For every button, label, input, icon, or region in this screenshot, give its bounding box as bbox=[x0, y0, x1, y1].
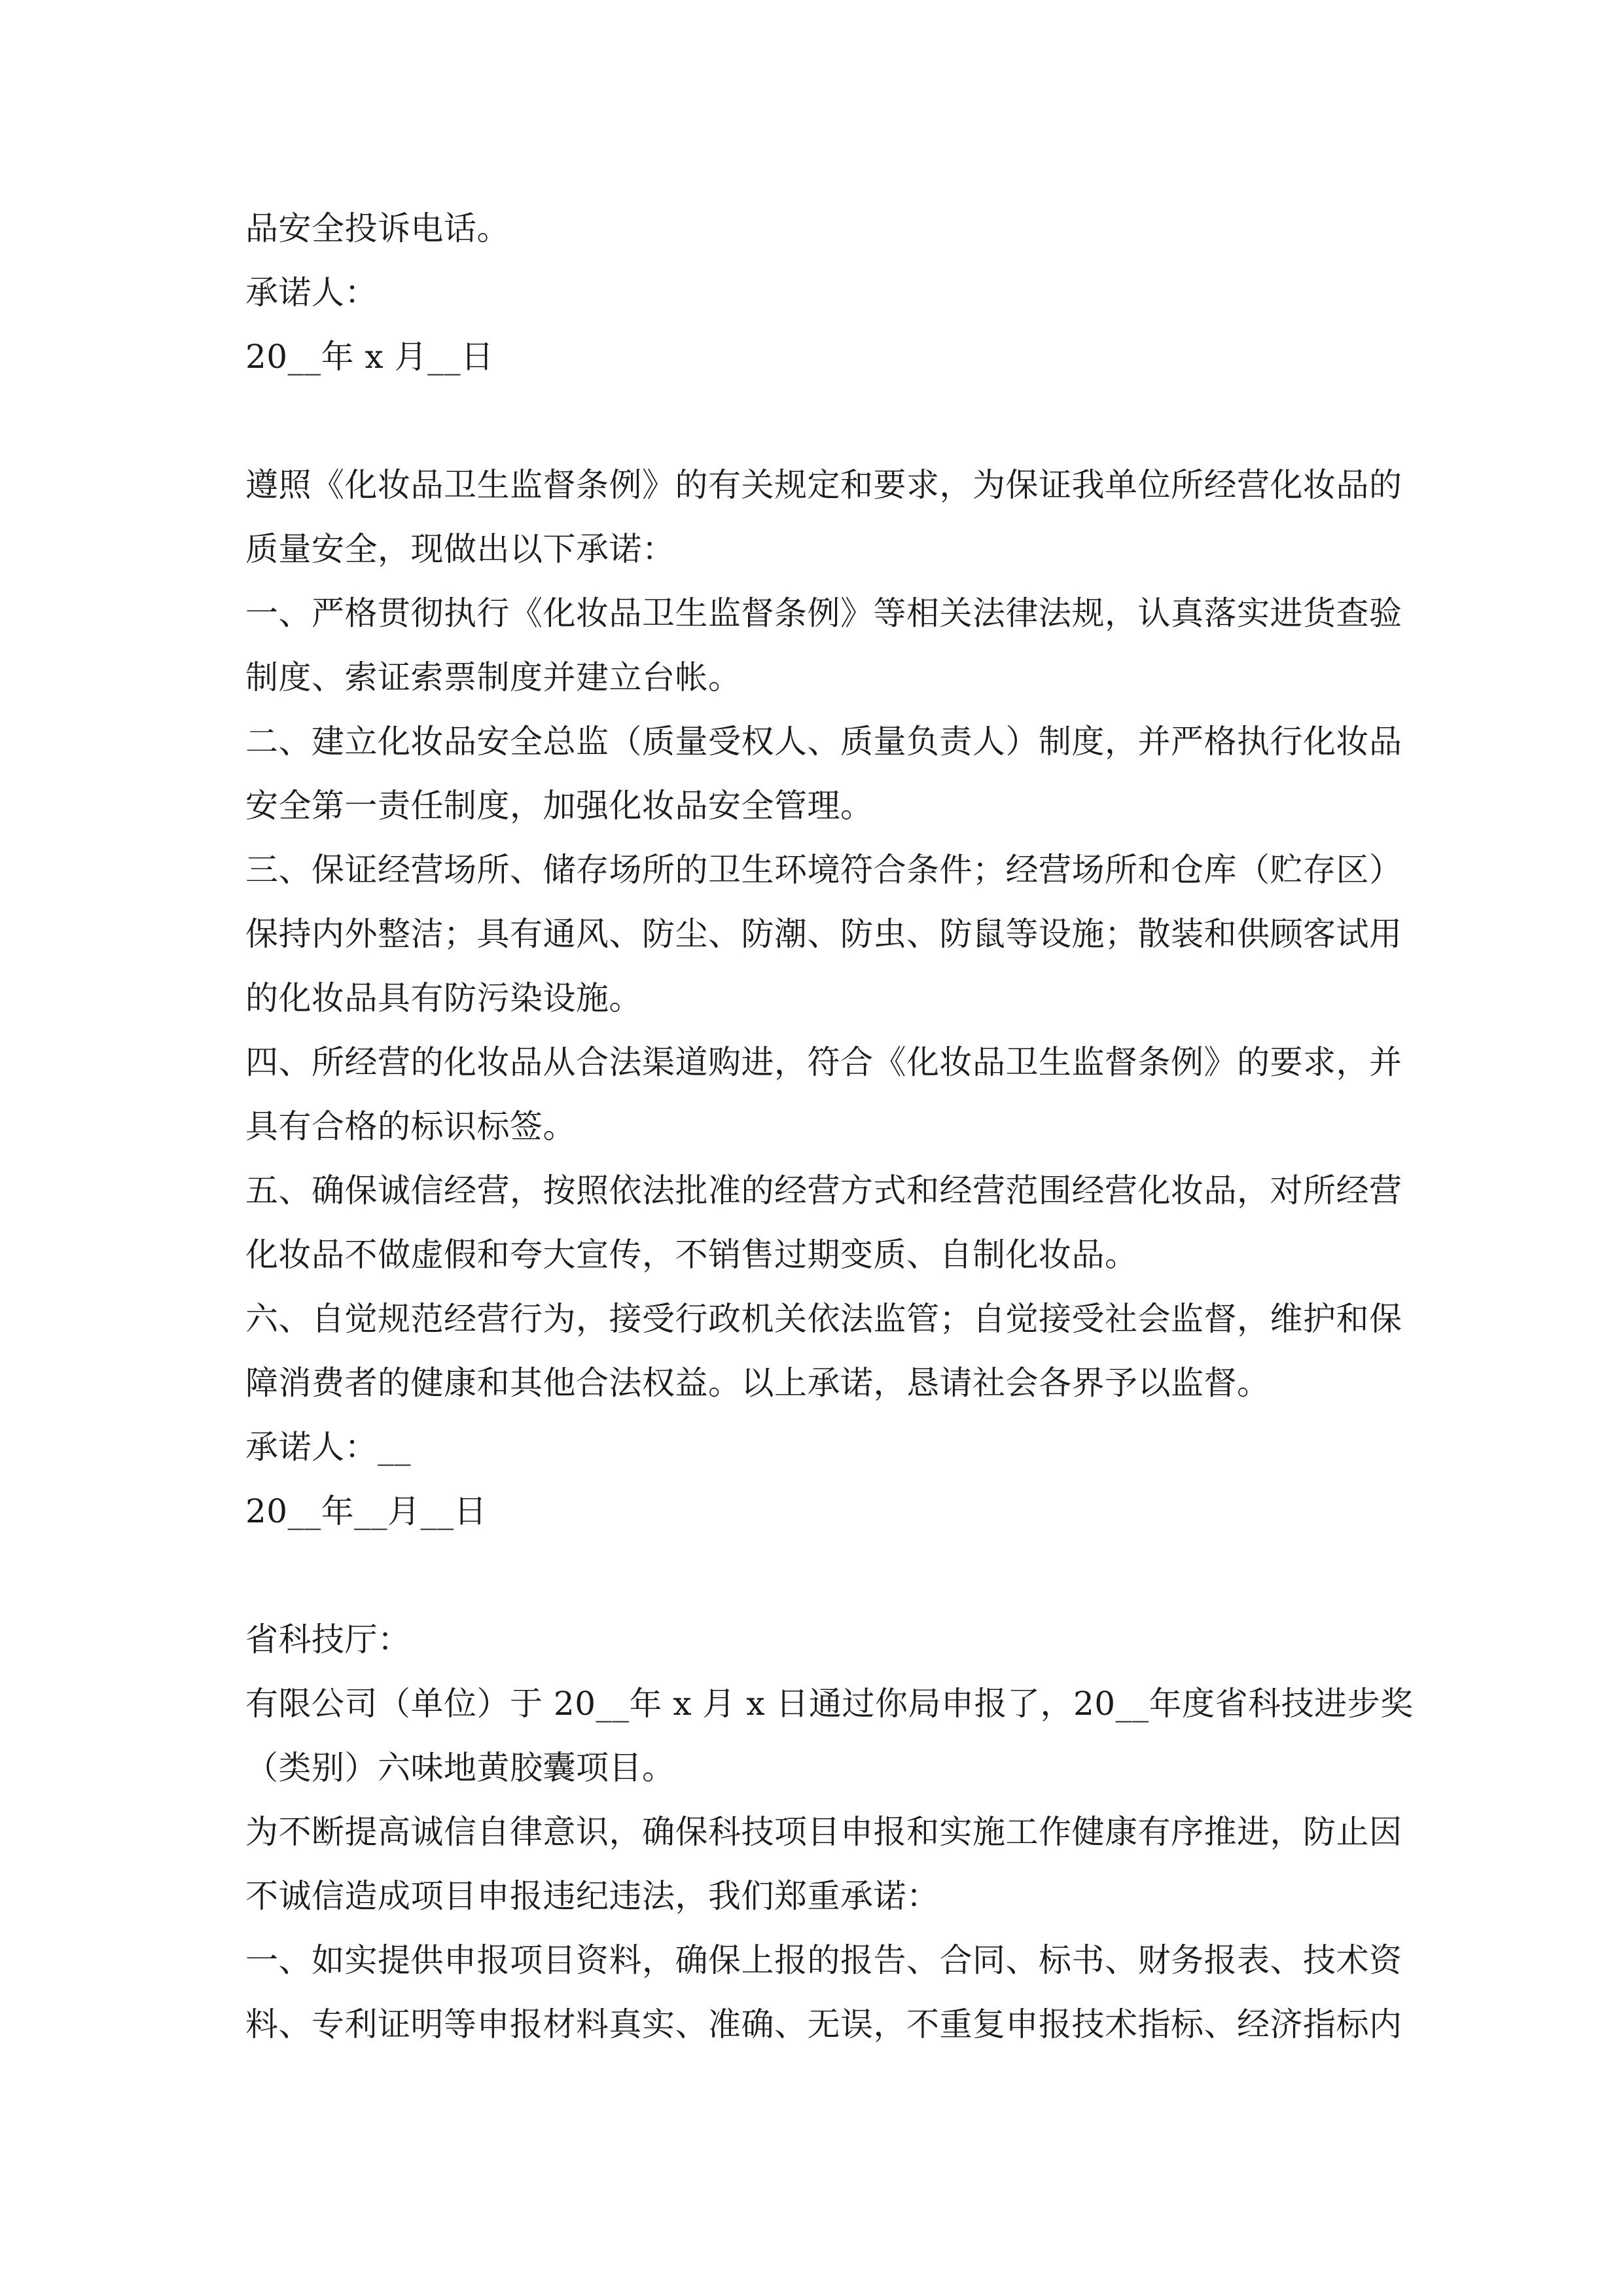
text-line: 四、所经营的化妆品从合法渠道购进，符合《化妆品卫生监督条例》的要求，并 bbox=[245, 1043, 1402, 1081]
document-body bbox=[245, 196, 1414, 2056]
text-line: 质量安全，现做出以下承诺： bbox=[245, 530, 675, 568]
text-line: 一、如实提供申报项目资料，确保上报的报告、合同、标书、财务报表、技术资 bbox=[245, 1941, 1402, 1979]
section-cosmetics-commitment bbox=[245, 453, 1402, 1543]
text-line: 保持内外整洁；具有通风、防尘、防潮、防虫、防鼠等设施；散装和供顾客试用 bbox=[245, 915, 1402, 953]
signer-label: 承诺人： bbox=[245, 274, 378, 312]
text-line: 的化妆品具有防污染设施。 bbox=[245, 979, 642, 1017]
text-line: 不诚信造成项目申报违纪违法，我们郑重承诺： bbox=[245, 1877, 940, 1915]
text-line: 障消费者的健康和其他合法权益。以上承诺，恳请社会各界予以监督。 bbox=[245, 1364, 1270, 1402]
text-line: 制度、索证索票制度并建立台帐。 bbox=[245, 658, 741, 696]
text-line: 六、自觉规范经营行为，接受行政机关依法监管；自觉接受社会监督，维护和保 bbox=[245, 1300, 1402, 1338]
text-line: 安全第一责任制度，加强化妆品安全管理。 bbox=[245, 787, 874, 825]
section-spacer bbox=[245, 1543, 1384, 1607]
text-line: 五、确保诚信经营，按照依法批准的经营方式和经营范围经营化妆品，对所经营 bbox=[245, 1172, 1402, 1210]
text-line: 具有合格的标识标签。 bbox=[245, 1107, 576, 1145]
addressee: 省科技厅： bbox=[245, 1621, 411, 1659]
section-spacer bbox=[245, 389, 1384, 453]
text-line: 二、建立化妆品安全总监（质量受权人、质量负责人）制度，并严格执行化妆品 bbox=[245, 723, 1402, 761]
signer-label: 承诺人：__ bbox=[245, 1428, 411, 1466]
text-line: 一、严格贯彻执行《化妆品卫生监督条例》等相关法律法规，认真落实进货查验 bbox=[245, 594, 1402, 632]
text-line: 为不断提高诚信自律意识，确保科技项目申报和实施工作健康有序推进，防止因 bbox=[245, 1813, 1402, 1851]
date-line: 20__年__月__日 bbox=[245, 1492, 488, 1530]
section-science-commitment bbox=[245, 1607, 1414, 2056]
text-line: 三、保证经营场所、储存场所的卫生环境符合条件；经营场所和仓库（贮存区） bbox=[245, 851, 1402, 889]
date-line: 20__年 x 月__日 bbox=[245, 338, 494, 376]
text-line: 遵照《化妆品卫生监督条例》的有关规定和要求，为保证我单位所经营化妆品的 bbox=[245, 466, 1402, 504]
section-food-safety-end bbox=[245, 196, 1384, 389]
text-line: 料、专利证明等申报材料真实、准确、无误，不重复申报技术指标、经济指标内 bbox=[245, 2005, 1402, 2043]
text-line: 有限公司（单位）于 20__年 x 月 x 日通过你局申报了，20__年度省科技进步奖 bbox=[245, 1685, 1414, 1723]
text-line: 化妆品不做虚假和夸大宣传，不销售过期变质、自制化妆品。 bbox=[245, 1236, 1138, 1274]
text-line: 品安全投诉电话。 bbox=[245, 209, 510, 247]
text-line: （类别）六味地黄胶囊项目。 bbox=[245, 1749, 675, 1787]
